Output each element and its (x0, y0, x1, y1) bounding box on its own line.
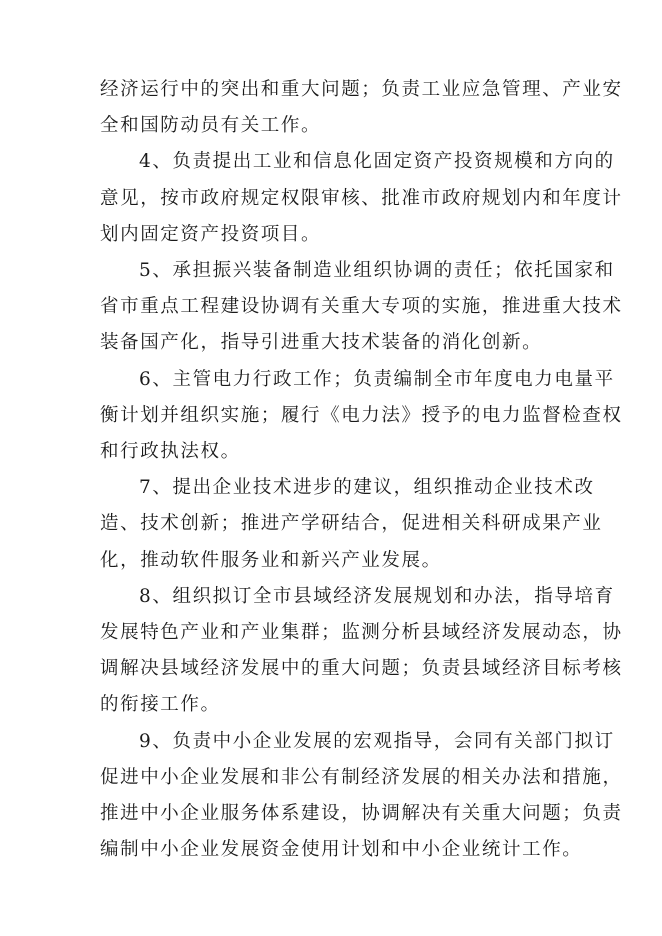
text-line: 促进中小企业发展和非公有制经济发展的相关办法和措施， (100, 766, 623, 788)
text-line: 省市重点工程建设协调有关重大专项的实施，推进重大技术 (100, 296, 623, 318)
paragraph-item-6 (100, 362, 623, 471)
paragraph-item-7 (100, 470, 603, 579)
text-line: 推进中小企业服务体系建设，协调解决有关重大问题；负责 (100, 803, 623, 825)
document-body (100, 72, 623, 868)
paragraph-continued (100, 72, 623, 144)
text-line: 和行政执法权。 (100, 441, 241, 463)
text-line: 全和国防动员有关工作。 (100, 115, 322, 137)
text-line: 5、承担振兴装备制造业组织协调的责任；依托国家和 (139, 260, 615, 282)
text-line: 划内固定资产投资项目。 (100, 223, 322, 245)
text-line: 8、组织拟订全市县域经济发展规划和办法，指导培育 (139, 585, 615, 607)
paragraph-item-5 (100, 253, 623, 362)
text-line: 造、技术创新；推进产学研结合，促进相关科研成果产业 (100, 513, 603, 535)
text-line: 衡计划并组织实施；履行《电力法》授予的电力监督检查权 (100, 404, 623, 426)
text-line: 意见，按市政府规定权限审核、批准市政府规划内和年度计 (100, 187, 623, 209)
text-line: 化，推动软件服务业和新兴产业发展。 (100, 549, 442, 571)
paragraph-item-4 (100, 144, 623, 253)
text-line: 装备国产化，指导引进重大技术装备的消化创新。 (100, 332, 543, 354)
text-line: 6、主管电力行政工作；负责编制全市年度电力电量平 (139, 368, 615, 390)
text-line: 调解决县域经济发展中的重大问题；负责县域经济目标考核 (100, 658, 623, 680)
text-line: 经济运行中的突出和重大问题；负责工业应急管理、产业安 (100, 79, 623, 100)
paragraph-item-9 (100, 724, 623, 869)
text-line: 的衔接工作。 (100, 694, 221, 716)
paragraph-item-8 (100, 579, 623, 724)
text-line: 7、提出企业技术进步的建议，组织推动企业技术改 (139, 477, 595, 499)
text-line: 发展特色产业和产业集群；监测分析县域经济发展动态，协 (100, 622, 623, 644)
text-line: 4、负责提出工业和信息化固定资产投资规模和方向的 (139, 151, 615, 173)
text-line: 编制中小企业发展资金使用计划和中小企业统计工作。 (100, 839, 583, 861)
text-line: 9、负责中小企业发展的宏观指导，会同有关部门拟订 (139, 730, 615, 752)
